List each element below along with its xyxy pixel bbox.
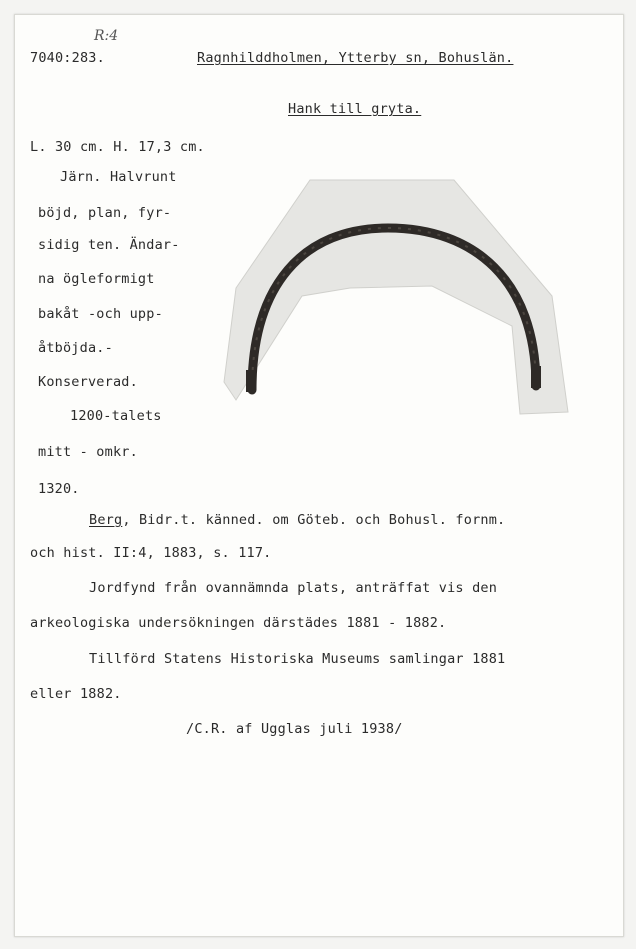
reference-continued: och hist. II:4, 1883, s. 117. (30, 545, 272, 561)
description-line: Konserverad. (38, 374, 138, 390)
acquisition-line: eller 1882. (30, 686, 122, 702)
handwritten-mark: R:4 (94, 28, 119, 44)
dating-line: 1200-talets (70, 408, 162, 424)
inventory-number: 7040:283. (30, 50, 105, 66)
handle-end-left (246, 370, 256, 392)
dating-line: 1320. (38, 481, 80, 497)
reference-author: Berg (89, 512, 123, 528)
description-line: åtböjda.- (38, 340, 113, 356)
description-line: na ögleformigt (38, 271, 155, 287)
description-line: bakåt -och upp- (38, 306, 163, 322)
reference-line (89, 512, 505, 529)
object-name: Hank till gryta. (288, 101, 422, 117)
description-line: böjd, plan, fyr- (38, 205, 172, 221)
handle-end-right (531, 366, 541, 388)
dimensions: L. 30 cm. H. 17,3 cm. (30, 139, 205, 155)
object-photo (222, 176, 574, 420)
find-line: Jordfynd från ovannämnda plats, anträffat vis den (89, 580, 498, 596)
dating-line: mitt - omkr. (38, 444, 138, 460)
reference-title: , Bidr.t. känned. om Göteb. och Bohusl. fornm. (122, 512, 506, 528)
description-line: Järn. Halvrunt (60, 169, 177, 185)
signature: /C.R. af Ugglas juli 1938/ (186, 721, 403, 737)
find-line: arkeologiska undersökningen därstädes 1881 - 1882. (30, 615, 447, 631)
find-location: Ragnhilddholmen, Ytterby sn, Bohuslän. (197, 50, 514, 66)
acquisition-line: Tillförd Statens Historiska Museums samlingar 1881 (89, 651, 506, 667)
description-line: sidig ten. Ändar- (38, 237, 180, 253)
